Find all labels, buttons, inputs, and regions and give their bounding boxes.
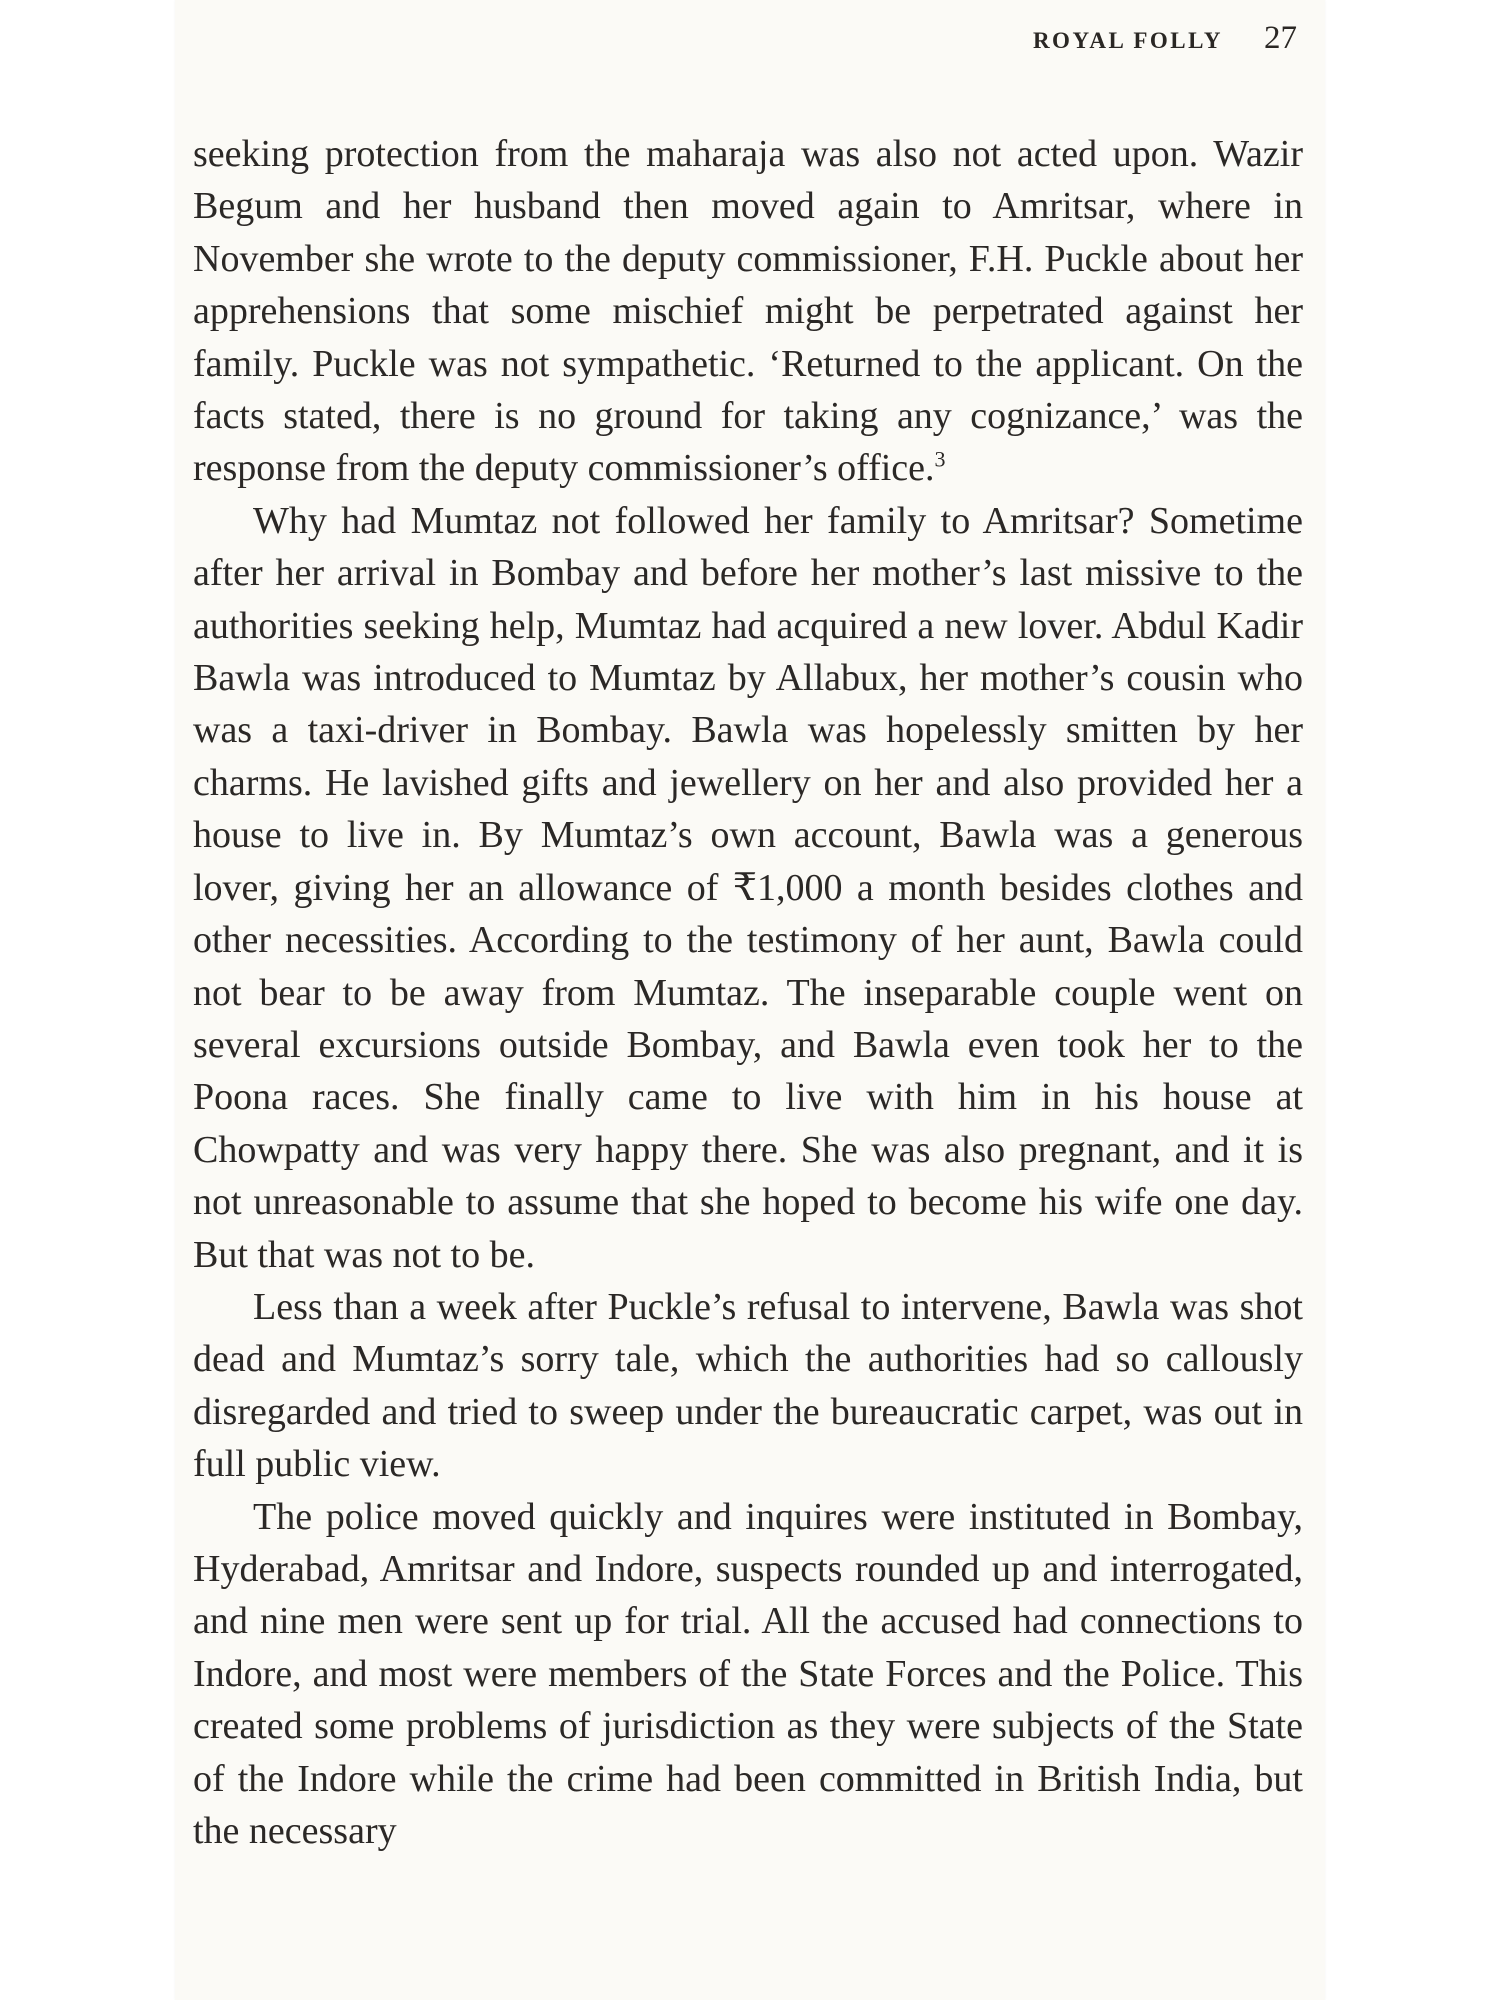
body-text [193, 128, 1303, 1857]
paragraph-1 [193, 128, 1303, 495]
paragraph-1-text: seeking protection from the maharaja was also not acted upon. Wazir Begum and her husband then moved again to Amritsar, where in November she wrote to the deputy commissioner, F.H. Puckle about her apprehensions that some mischief might be perpetrated against her family. Puckle was not sympathetic. ‘Returned to the applicant. On the facts stated, there is no ground for taking any cognizance,’ was the response from the deputy commissioner’s office. [193, 133, 1303, 490]
paragraph-2: Why had Mumtaz not followed her family to Amritsar? Sometime after her arrival in Bombay and before her mother’s last missive to the authorities seeking help, Mumtaz had acquired a new lover. Abdul Kadir Bawla was introduced to Mumtaz by Allabux, her mother’s cousin who was a taxi-driver in Bombay. Bawla was hopelessly smitten by her charms. He lavished gifts and jewellery on her and also provided her a house to live in. By Mumtaz’s own account, Bawla was a generous lover, giving her an allowance of ₹1,000 a month besides clothes and other necessities. According to the testimony of her aunt, Bawla could not bear to be away from Mumtaz. The inseparable couple went on several excursions outside Bombay, and Bawla even took her to the Poona races. She finally came to live with him in his house at Chowpatty and was very happy there. She was also pregnant, and it is not unreasonable to assume that she hoped to become his wife one day. But that was not to be. [193, 499, 1303, 1276]
running-title: ROYAL FOLLY [1032, 28, 1223, 53]
paragraph-4: The police moved quickly and inquires were instituted in Bombay, Hyderabad, Amritsar and Indore, suspects rounded up and interrogated, and nine men were sent up for trial. All the accused had connections to Indore, and most were members of the State Forces and the Police. This created some problems of jurisdiction as they were subjects of the State of the Indore while the crime had been committed in British India, but the necessary [193, 1495, 1303, 1852]
running-header [175, 18, 1305, 68]
page-number: 27 [1264, 20, 1297, 56]
footnote-reference: 3 [934, 446, 946, 472]
paragraph-3: Less than a week after Puckle’s refusal to intervene, Bawla was shot dead and Mumtaz’s sorry tale, which the authorities had so callously disregarded and tried to sweep under the bureaucratic carpet, was out in full public view. [193, 1285, 1303, 1486]
